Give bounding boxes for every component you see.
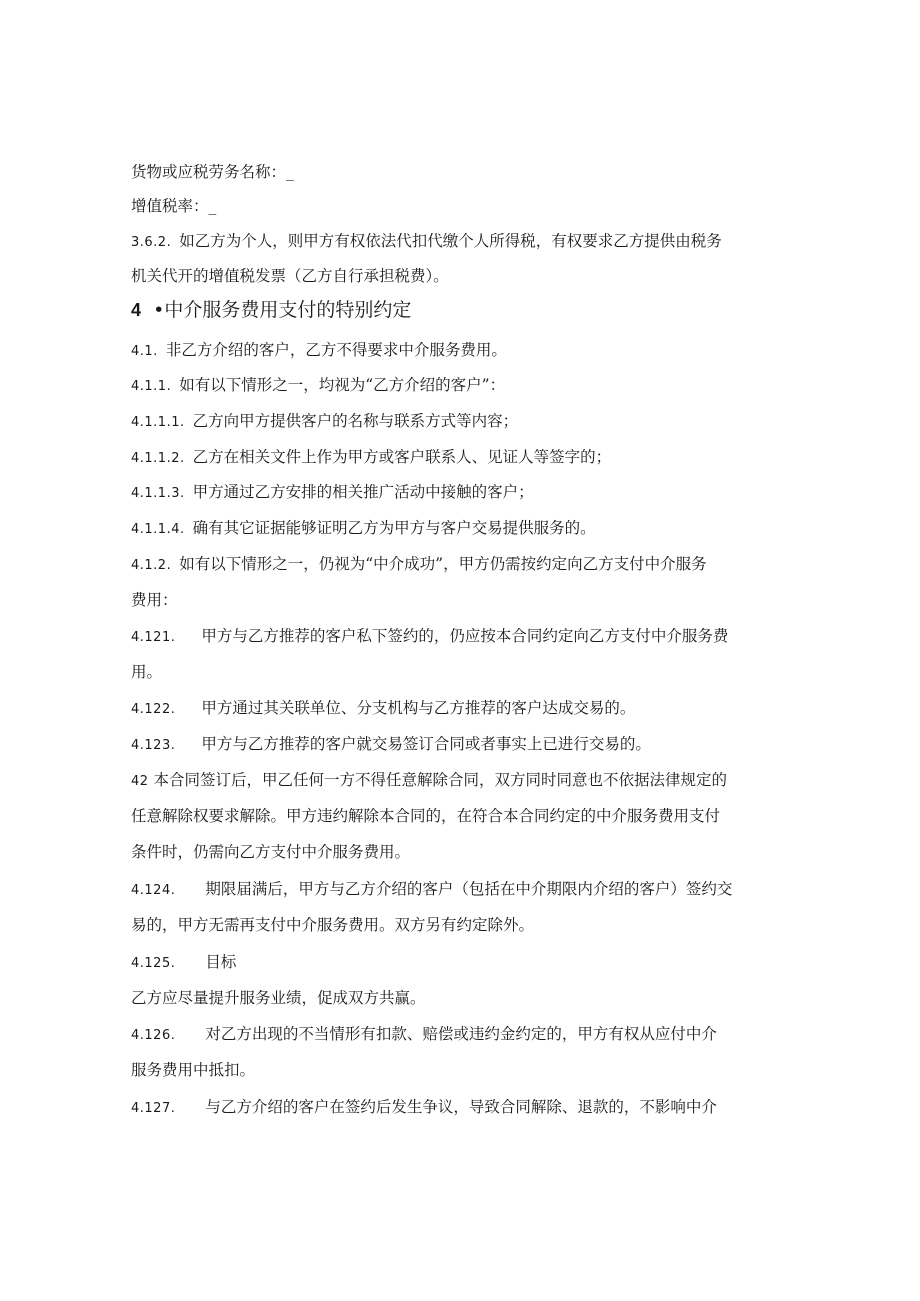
clause-number: 4.124.	[131, 883, 176, 898]
clause-4-1-1-4	[131, 517, 596, 541]
clause-text: 目标	[205, 953, 237, 971]
clause-number: 4.1.	[131, 344, 158, 359]
clause-text: 甲方通过乙方安排的相关推广活动中接触的客户；	[192, 483, 534, 501]
line-text: 货物或应税劳务名称：_	[131, 163, 294, 181]
clause-text: 乙方在相关文件上作为甲方或客户联系人、见证人等签字的；	[192, 448, 612, 466]
clause-text: 本合同签订后，甲乙任何一方不得任意解除合同，双方同时同意也不依据法律规定的	[153, 771, 727, 789]
vat-rate-line	[131, 195, 216, 217]
clause-number: 4.1.1.	[131, 379, 172, 394]
clause-number: 4.1.1.4.	[131, 522, 185, 537]
clause-text: 如有以下情形之一，仍视为“中介成功”，甲方仍需按约定向乙方支付中介服务	[179, 555, 707, 573]
clause-4-121-cont	[131, 661, 162, 683]
clause-text: 确有其它证据能够证明乙方为甲方与客户交易提供服务的。	[192, 519, 596, 537]
clause-4-2-cont-2	[131, 841, 410, 863]
clause-4-125	[131, 951, 236, 975]
section-title: •中介服务费用支付的特别约定	[153, 299, 412, 321]
clause-4-1-1-2	[131, 446, 611, 470]
line-text: 乙方应尽量提升服务业绩，促成双方共赢。	[131, 989, 426, 1007]
clause-4-1-1-3	[131, 481, 534, 505]
clause-4-126-cont	[131, 1059, 255, 1081]
clause-4-1	[131, 339, 507, 363]
clause-number: 4.123.	[131, 738, 176, 753]
clause-text: 甲方通过其关联单位、分支机构与乙方推荐的客户达成交易的。	[201, 699, 636, 717]
clause-number: 4.1.1.1.	[131, 415, 185, 430]
clause-text: 期限届满后，甲方与乙方介绍的客户（包括在中介期限内介绍的客户）签约交	[205, 880, 733, 898]
clause-text: 乙方向甲方提供客户的名称与联系方式等内容；	[192, 412, 519, 430]
clause-number: 4.1.1.3.	[131, 486, 185, 501]
section-heading	[131, 299, 411, 321]
line-text: 机关代开的增值税发票（乙方自行承担税费）。	[131, 267, 449, 285]
clause-text: 甲方与乙方推荐的客户私下签约的，仍应按本合同约定向乙方支付中介服务费	[201, 627, 729, 645]
clause-4-1-2-cont	[131, 589, 178, 611]
line-text: 费用：	[131, 591, 178, 609]
clause-number: 4.122.	[131, 702, 176, 717]
clause-4-1-2	[131, 553, 707, 577]
section-number: 4	[131, 300, 142, 320]
line-text: 任意解除权要求解除。甲方违约解除本合同的，在符合本合同约定的中介服务费用支付	[131, 807, 721, 825]
line-text: 增值税率：_	[131, 197, 217, 215]
clause-4-122	[131, 697, 635, 721]
clause-4-127	[131, 1096, 717, 1120]
goods-name-line	[131, 161, 294, 183]
clause-4-2-cont-1	[131, 805, 720, 827]
clause-4-124-cont	[131, 914, 534, 936]
clause-number: 4.127.	[131, 1101, 176, 1116]
clause-number: 42	[131, 774, 149, 789]
clause-number: 4.125.	[131, 956, 176, 971]
line-text: 易的，甲方无需再支付中介服务费用。双方另有约定除外。	[131, 916, 535, 934]
clause-number: 4.1.2.	[131, 558, 172, 573]
line-text: 条件时，仍需向乙方支付中介服务费用。	[131, 843, 411, 861]
clause-number: 4.1.1.2.	[131, 451, 185, 466]
clause-text: 如有以下情形之一，均视为“乙方介绍的客户”：	[179, 376, 506, 394]
clause-text: 对乙方出现的不当情形有扣款、赔偿或违约金约定的，甲方有权从应付中介	[205, 1025, 717, 1043]
clause-3-6-2-cont	[131, 265, 449, 287]
clause-4-125-cont	[131, 987, 426, 1009]
clause-4-121	[131, 625, 728, 649]
clause-number: 4.121.	[131, 630, 176, 645]
clause-number: 3.6.2.	[131, 235, 172, 250]
clause-4-124	[131, 878, 732, 902]
clause-text: 甲方与乙方推荐的客户就交易签订合同或者事实上已进行交易的。	[201, 735, 651, 753]
clause-text: 如乙方为个人，则甲方有权依法代扣代缴个人所得税，有权要求乙方提供由税务	[179, 232, 722, 250]
clause-4-2	[131, 769, 727, 793]
clause-4-123	[131, 733, 651, 757]
clause-text: 与乙方介绍的客户在签约后发生争议，导致合同解除、退款的，不影响中介	[205, 1098, 717, 1116]
clause-4-1-1-1	[131, 410, 518, 434]
clause-4-126	[131, 1023, 717, 1047]
clause-3-6-2	[131, 230, 722, 254]
clause-4-1-1	[131, 374, 505, 398]
clause-text: 非乙方介绍的客户，乙方不得要求中介服务费用。	[165, 341, 507, 359]
line-text: 服务费用中抵扣。	[131, 1061, 256, 1079]
line-text: 用。	[131, 663, 163, 681]
clause-number: 4.126.	[131, 1028, 176, 1043]
